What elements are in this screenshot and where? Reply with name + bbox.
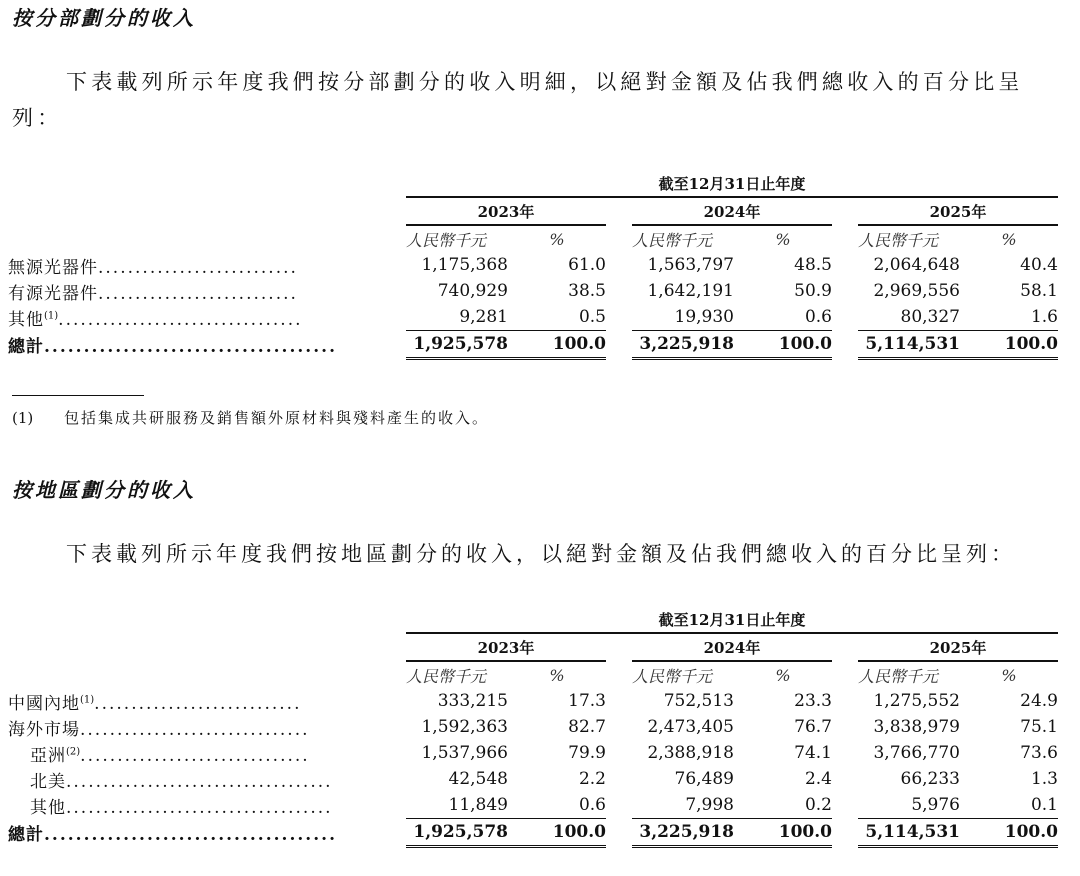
footnote-divider — [12, 395, 144, 396]
table-row — [8, 304, 1058, 331]
row-label: 無源光器件 — [8, 257, 98, 278]
pct-value: 0.1 — [1030, 795, 1058, 815]
pct-value: 2.2 — [578, 769, 606, 789]
total-pct-value: 100.0 — [960, 819, 1058, 847]
table-row — [8, 688, 1058, 714]
total-rmb-value: 3,225,918 — [632, 819, 734, 847]
rmb-value: 76,489 — [674, 769, 734, 789]
total-rmb-value: 1,925,578 — [406, 331, 508, 359]
unit-rmb-label: 人民幣千元 — [858, 230, 939, 250]
table-row — [8, 278, 1058, 304]
year-header: 2025年 — [858, 633, 1058, 661]
rmb-value: 2,473,405 — [647, 717, 734, 737]
table-row — [8, 740, 1058, 766]
leader-dots: ............................... — [80, 745, 310, 766]
rmb-value: 1,175,368 — [421, 255, 508, 275]
pct-value: 61.0 — [568, 255, 606, 275]
total-row — [8, 819, 1058, 847]
leader-dots: ............................... — [80, 719, 310, 740]
rmb-value: 1,275,552 — [873, 691, 960, 711]
pct-value: 75.1 — [1020, 717, 1058, 737]
segment-revenue-heading: 按分部劃分的收入 — [12, 6, 196, 30]
unit-pct-label: % — [549, 665, 565, 685]
pct-value: 50.9 — [794, 281, 832, 301]
rmb-value: 1,642,191 — [647, 281, 734, 301]
pct-value: 74.1 — [794, 743, 832, 763]
unit-rmb-label: 人民幣千元 — [632, 230, 713, 250]
rmb-value: 2,388,918 — [647, 743, 734, 763]
unit-pct-label: % — [775, 229, 791, 249]
total-pct-value: 100.0 — [508, 819, 606, 847]
rmb-value: 5,976 — [911, 795, 960, 815]
unit-rmb-label: 人民幣千元 — [632, 666, 713, 686]
pct-value: 0.6 — [804, 307, 832, 327]
year-header: 2024年 — [632, 633, 832, 661]
rmb-value: 2,969,556 — [873, 281, 960, 301]
total-rmb-value: 5,114,531 — [858, 819, 960, 847]
total-pct-value: 100.0 — [734, 331, 832, 359]
total-label: 總計 — [8, 337, 44, 357]
rmb-value: 9,281 — [459, 307, 508, 327]
row-label: 亞洲 — [30, 745, 66, 766]
row-label: 北美 — [30, 771, 66, 792]
pct-value: 2.4 — [804, 769, 832, 789]
row-label: 有源光器件 — [8, 283, 98, 304]
row-label: 海外市場 — [8, 719, 80, 740]
rmb-value: 7,998 — [685, 795, 734, 815]
pct-value: 0.6 — [578, 795, 606, 815]
unit-pct-label: % — [549, 229, 565, 249]
pct-value: 1.6 — [1030, 307, 1058, 327]
rmb-value: 740,929 — [437, 281, 508, 301]
rmb-value: 19,930 — [674, 307, 734, 327]
rmb-value: 752,513 — [663, 691, 734, 711]
pct-value: 23.3 — [794, 691, 832, 711]
rmb-value: 3,838,979 — [873, 717, 960, 737]
rmb-value: 80,327 — [900, 307, 960, 327]
year-header: 2025年 — [858, 197, 1058, 225]
period-header: 截至12月31日止年度 — [406, 170, 1058, 197]
total-pct-value: 100.0 — [508, 331, 606, 359]
rmb-value: 11,849 — [448, 795, 508, 815]
leader-dots: .................................... — [66, 771, 333, 792]
row-label: 中國內地 — [8, 693, 80, 714]
leader-dots: ........................... — [98, 283, 298, 304]
pct-value: 0.2 — [804, 795, 832, 815]
unit-rmb-label: 人民幣千元 — [406, 230, 487, 250]
region-revenue-intro: 下表載列所示年度我們按地區劃分的收入，以絕對金額及佔我們總收入的百分比呈列： — [66, 542, 1016, 566]
pct-value: 1.3 — [1030, 769, 1058, 789]
rmb-value: 1,537,966 — [421, 743, 508, 763]
footnote-marker: (2) — [66, 745, 81, 757]
unit-pct-label: % — [1001, 229, 1017, 249]
pct-value: 48.5 — [794, 255, 832, 275]
leader-dots: ............................ — [94, 693, 302, 714]
year-header: 2024年 — [632, 197, 832, 225]
table-row — [8, 766, 1058, 792]
unit-rmb-label: 人民幣千元 — [858, 666, 939, 686]
row-label: 其他 — [30, 797, 66, 818]
footnote-marker: (1) — [80, 693, 95, 705]
table-row — [8, 714, 1058, 740]
segment-revenue-table — [8, 170, 1058, 360]
pct-value: 82.7 — [568, 717, 606, 737]
unit-pct-label: % — [775, 665, 791, 685]
leader-dots: ..................................... — [44, 825, 337, 845]
rmb-value: 1,592,363 — [421, 717, 508, 737]
year-header: 2023年 — [406, 633, 606, 661]
pct-value: 79.9 — [568, 743, 606, 763]
pct-value: 0.5 — [578, 307, 606, 327]
total-pct-value: 100.0 — [734, 819, 832, 847]
footnote — [12, 407, 489, 428]
total-rmb-value: 5,114,531 — [858, 331, 960, 359]
pct-value: 38.5 — [568, 281, 606, 301]
leader-dots: .................................... — [66, 797, 333, 818]
pct-value: 40.4 — [1020, 255, 1058, 275]
row-label: 其他 — [8, 309, 44, 330]
region-revenue-heading: 按地區劃分的收入 — [12, 478, 196, 502]
unit-pct-label: % — [1001, 665, 1017, 685]
total-label: 總計 — [8, 825, 44, 845]
footnote-number: (1) — [12, 409, 34, 427]
table-row — [8, 792, 1058, 819]
pct-value: 76.7 — [794, 717, 832, 737]
total-rmb-value: 1,925,578 — [406, 819, 508, 847]
rmb-value: 66,233 — [900, 769, 960, 789]
period-header: 截至12月31日止年度 — [406, 606, 1058, 633]
footnote-text: 包括集成共研服務及銷售額外原材料與殘料產生的收入。 — [64, 409, 490, 427]
rmb-value: 42,548 — [448, 769, 508, 789]
total-pct-value: 100.0 — [960, 331, 1058, 359]
leader-dots: ..................................... — [44, 337, 337, 357]
total-row — [8, 331, 1058, 359]
total-rmb-value: 3,225,918 — [632, 331, 734, 359]
footnote-marker: (1) — [44, 310, 59, 322]
year-header: 2023年 — [406, 197, 606, 225]
leader-dots: ........................... — [98, 257, 298, 278]
rmb-value: 2,064,648 — [873, 255, 960, 275]
leader-dots: ................................. — [58, 309, 303, 330]
pct-value: 58.1 — [1020, 281, 1058, 301]
segment-revenue-intro: 下表載列所示年度我們按分部劃分的收入明細，以絕對金額及佔我們總收入的百分比呈列： — [12, 70, 1024, 130]
unit-rmb-label: 人民幣千元 — [406, 666, 487, 686]
pct-value: 24.9 — [1020, 691, 1058, 711]
region-revenue-table — [8, 606, 1058, 848]
rmb-value: 333,215 — [437, 691, 508, 711]
pct-value: 17.3 — [568, 691, 606, 711]
table-row — [8, 252, 1058, 278]
rmb-value: 1,563,797 — [647, 255, 734, 275]
rmb-value: 3,766,770 — [873, 743, 960, 763]
pct-value: 73.6 — [1020, 743, 1058, 763]
